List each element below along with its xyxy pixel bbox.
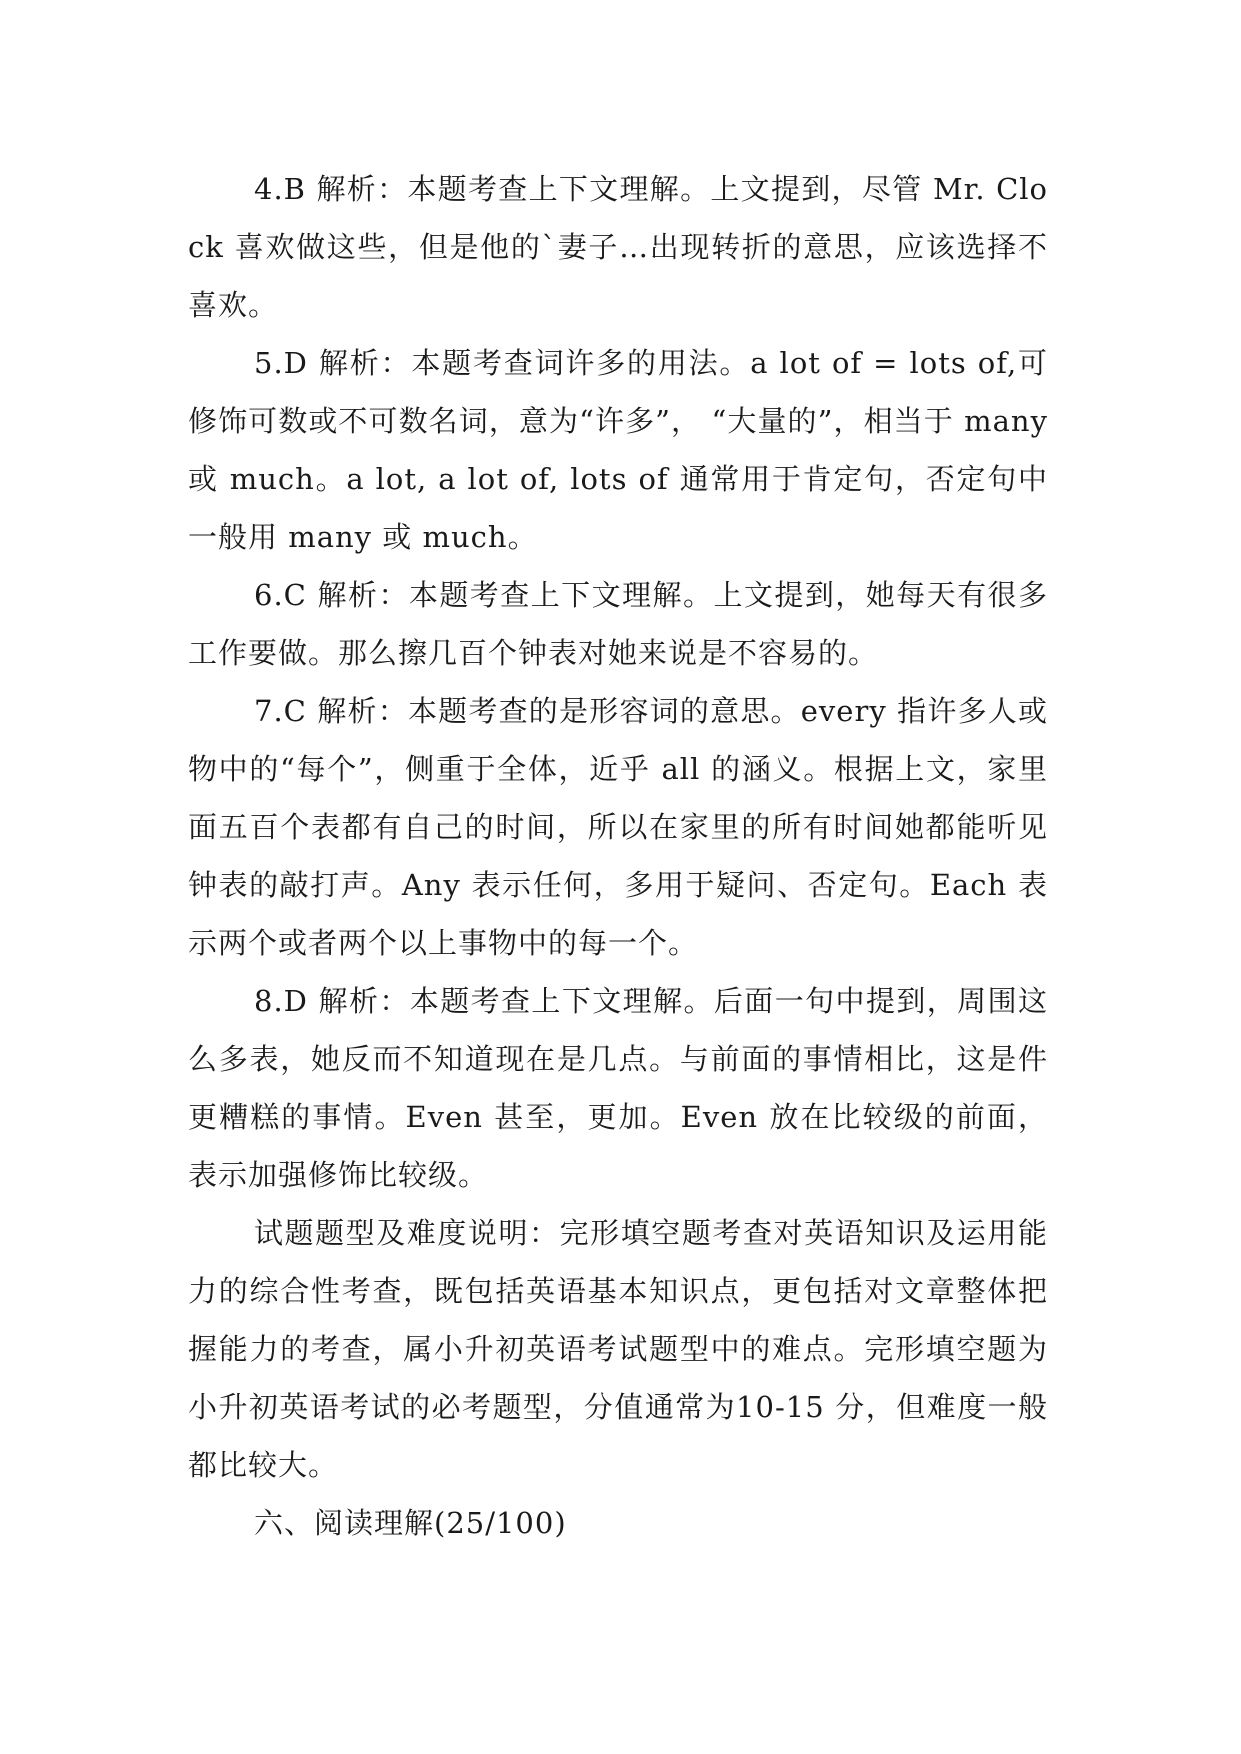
answer-explanation-6: 6.C 解析：本题考查上下文理解。上文提到，她每天有很多工作要做。那么擦几百个钟表对她来说是不容易的。: [188, 578, 1048, 670]
document-body: [188, 160, 1048, 1552]
answer-explanation-7: 7.C 解析：本题考查的是形容词的意思。every 指许多人或物中的“每个”，侧重于全体，近乎 all 的涵义。根据上文，家里面五百个表都有自己的时间，所以在家里的所有时间她都能听见钟表的敲打声。Any 表示任何，多用于疑问、否定句。Each 表示两个或者两个以上事物中的每一个。: [188, 694, 1048, 960]
section-heading: 六、阅读理解(25/100): [254, 1506, 567, 1540]
difficulty-note: 试题题型及难度说明：完形填空题考查对英语知识及运用能力的综合性考查，既包括英语基本知识点，更包括对文章整体把握能力的考查，属小升初英语考试题型中的难点。完形填空题为小升初英语考试的必考题型，分值通常为10-15 分，但难度一般都比较大。: [188, 1216, 1048, 1482]
answer-explanation-5: 5.D 解析：本题考查词许多的用法。a lot of = lots of,可修饰可数或不可数名词，意为“许多”， “大量的”，相当于 many 或 much。a lot, a lot of, lots of 通常用于肯定句，否定句中一般用 many 或 much。: [188, 346, 1048, 554]
answer-explanation-8: 8.D 解析：本题考查上下文理解。后面一句中提到，周围这么多表，她反而不知道现在是几点。与前面的事情相比，这是件更糟糕的事情。Even 甚至，更加。Even 放在比较级的前面，表示加强修饰比较级。: [188, 984, 1048, 1192]
answer-explanation-4: 4.B 解析：本题考查上下文理解。上文提到，尽管 Mr. Clock 喜欢做这些，但是他的`妻子…出现转折的意思，应该选择不喜欢。: [188, 172, 1048, 322]
